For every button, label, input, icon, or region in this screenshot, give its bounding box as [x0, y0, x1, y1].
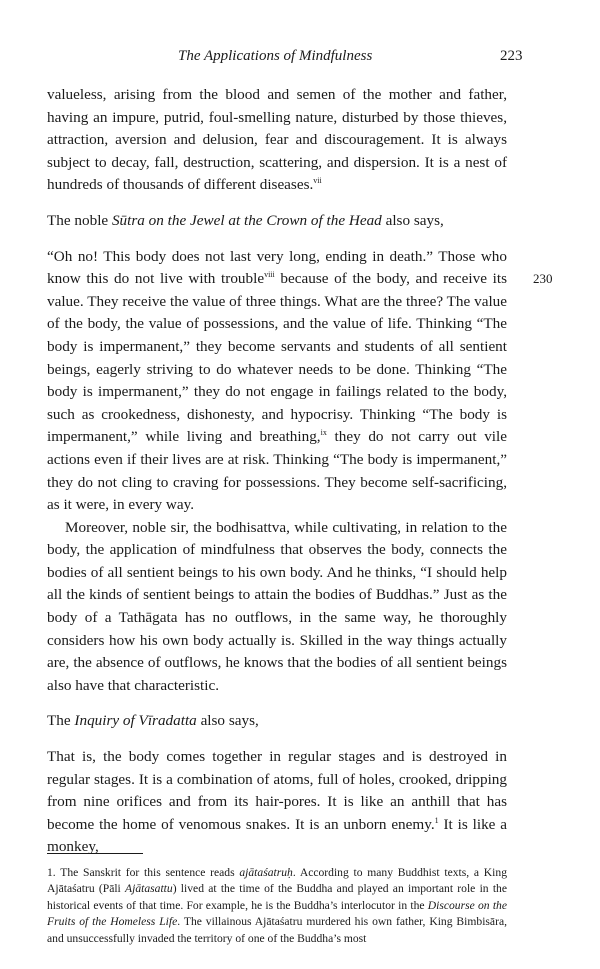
paragraph-1	[47, 84, 507, 197]
paragraph-2	[47, 210, 507, 233]
footnote-text: ) lived at the time of the Buddha and played an important role in the historical events of that time. For example, he is the Buddha’s interlocutor in the	[47, 882, 507, 912]
paragraph-5-lead: The	[47, 712, 75, 730]
main-text	[47, 84, 507, 859]
page-number: 223	[500, 48, 523, 64]
margin-reference-number: 230	[533, 271, 553, 286]
paragraph-2-tail: also says,	[381, 211, 444, 229]
quote-text-a: That is, the body comes together in regular stages and is destroyed in regular stages. It is a combination of atoms, full of holes, crooked, dripping from nine orifices and from its hair-pores. It is like an anthill that has become the home of venomous snakes. It is an unborn enemy.	[47, 748, 507, 833]
paragraph-3-quote	[47, 246, 507, 517]
footnote-divider	[47, 853, 143, 854]
footnote-text: . According to many Buddhist texts, a King Ajātaśatru (Pāli	[47, 866, 507, 896]
paragraph-2-lead: The noble	[47, 211, 112, 229]
paragraph-1-text: valueless, arising from the blood and semen of the mother and father, having an impure, putrid, foul-smelling nature, disturbed by those thieves, attraction, aversion and delusion, fear and discouragement. It is always subject to decay, fall, destruction, scattering, and dispersion. It is a nest of hundreds of thousands of different diseases.	[47, 86, 507, 194]
footnote-marker: 1	[434, 815, 439, 825]
footnote	[47, 865, 507, 947]
cited-title: Inquiry of Vīradatta	[74, 712, 197, 730]
footnote-number: 1.	[47, 866, 56, 879]
quote-text-b: because of the body, and receive its value. They receive the value of three things. What are the three? The value of the body, the value of possessions, and the value of life. Thinking “The body is impermanent,” they become servants and students of all sentient beings, eagerly striving to do whatever needs to be done. Thinking “The body is impermanent,” they do not engage in failings related to the body, such as crookedness, dishonesty, and hypocrisy. Thinking “The body is impermanent,” while living and breathing,	[47, 270, 507, 446]
footnote-cited-title: Discourse on the Fruits of the Homeless Life	[47, 898, 507, 929]
endnote-marker: ix	[320, 428, 327, 438]
quote-text-b: It is like a monkey,	[47, 815, 508, 856]
running-head: The Applications of Mindfulness	[178, 48, 373, 64]
footnote-term: Ajātasattu	[125, 882, 173, 896]
paragraph-4-text: Moreover, noble sir, the bodhisattva, while cultivating, in relation to the body, the application of mindfulness that observes the body, connects the bodies of all sentient beings to his own body. And he thinks, “I should help all the kinds of sentient beings to attain the bodies of Buddhas.” Just as the body of a Tathāgata has no outflows, in the same way, he thoroughly considers how his own body actually is. Skilled in the way things actually are, the absence of outflows, he knows that the bodies of all sentient beings also have that characteristic.	[47, 518, 507, 694]
footnote-text: The Sanskrit for this sentence reads	[55, 866, 240, 879]
quote-text-c: they do not carry out vile actions even if their lives are at risk. Thinking “The body is impermanent,” they do not cling to craving for possessions. They become self-sacrificing, as it were, in every way.	[47, 428, 507, 514]
footnote-term: ajātaśatruḥ	[239, 866, 293, 879]
paragraph-5-tail: also says,	[196, 712, 259, 730]
footnote-text: . The villainous Ajātaśatru murdered his own father, King Bimbisāra, and unsuccessfully invaded the territory of one of the Buddha’s most	[47, 915, 507, 945]
page-header	[0, 48, 600, 72]
paragraph-6-quote	[47, 746, 507, 859]
endnote-marker: vii	[313, 176, 322, 186]
endnote-marker: viii	[264, 270, 275, 280]
paragraph-5	[47, 710, 507, 733]
paragraph-4	[47, 517, 507, 698]
cited-title: Sūtra on the Jewel at the Crown of the Head	[111, 211, 382, 229]
quote-text-a: “Oh no! This body does not last very long, ending in death.” Those who know this do not live with trouble	[47, 247, 507, 288]
